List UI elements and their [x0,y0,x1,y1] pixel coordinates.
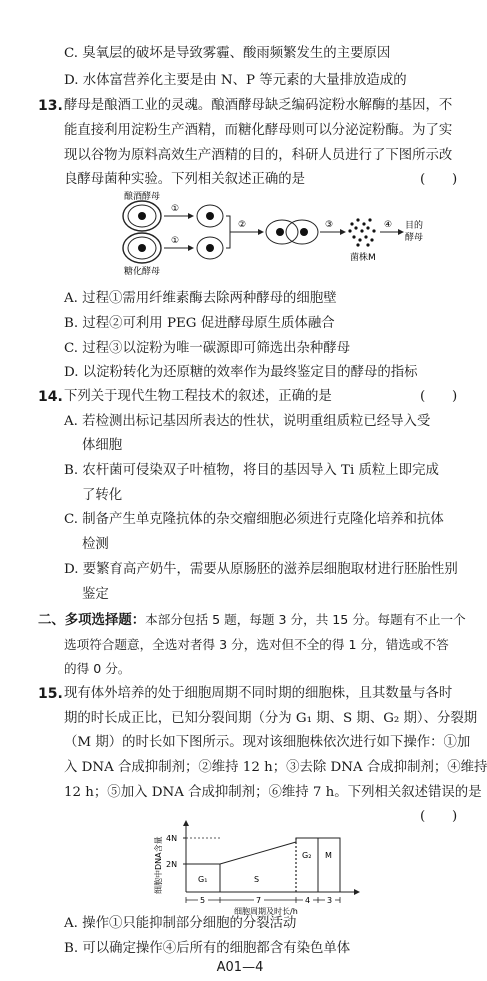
q13-stem-line4: 良酵母菌种实验。下列相关叙述正确的是 [64,172,306,187]
q14-option-b-line1: B. 农杆菌可侵染双子叶植物，将目的基因导入 Ti 质粒上即完成 [64,463,439,478]
q13-stem-line3: 现以谷物为原料高效生产酒精的目的，科研人员进行了下图所示改 [64,148,453,163]
q13-option-b: B. 过程②可利用 PEG 促进酵母原生质体融合 [64,316,335,331]
page-footer: A01—4 [216,960,264,975]
q12-option-c: C. 臭氧层的破坏是导致雾霾、酸雨频繁发生的主要原因 [64,46,391,61]
q15-option-a: A. 操作①只能抑制部分细胞的分裂活动 [64,916,297,931]
q13-number: 13. [38,98,63,114]
y-tick-4n: 4N [166,834,178,843]
q14-option-a-line1: A. 若检测出标记基因所表达的性状，说明重组质粒已经导入受 [64,414,431,429]
duration-m: 3 [327,896,333,905]
cell-cycle-dna-diagram [150,820,360,916]
phase-g2-label: G₂ [302,851,312,860]
q14-option-a-line2: 体细胞 [82,438,123,453]
g1-segment [186,864,220,870]
section2-desc-line1: 本部分包括 5 题，每题 3 分，共 15 分。每题有不止一个 [145,612,466,627]
duration-g1: 5 [200,896,206,905]
section2-desc-line2: 选项符合题意，全选对者得 3 分，选对但不全的得 1 分，错选或不答 [64,637,449,652]
q14-answer-paren: ( ) [420,389,458,404]
colony-m-dots [348,218,375,246]
q13-stem-line1: 酵母是酿酒工业的灵魂。酿酒酵母缺乏编码淀粉水解酶的基因，不 [64,98,453,113]
duration-s: 7 [256,896,262,905]
q14-option-b-line2: 了转化 [82,488,123,503]
q13-option-d: D. 以淀粉转化为还原糖的效率作为最终鉴定目的酵母的指标 [64,365,418,380]
duration-g2: 4 [305,896,311,905]
q14-stem: 下列关于现代生物工程技术的叙述，正确的是 [64,389,332,404]
phase-s-label: S [254,875,260,884]
q15-stem-line5: 12 h；⑤加入 DNA 合成抑制剂；⑥维持 7 h。下列相关叙述错误的是 [64,785,482,800]
section2-desc-line3: 的得 0 分。 [64,661,131,676]
yeast-fusion-diagram [118,190,424,282]
step3-label: ③ [325,220,334,230]
y-tick-2n: 2N [166,860,178,869]
q15-stem-line1: 现有体外培养的处于细胞周期不同时期的细胞株，且其数量与各时 [64,686,453,701]
q14-number: 14. [38,389,63,405]
q13-stem-line2: 能直接利用淀粉生产酒精，而糖化酵母则可以分泌淀粉酶。为了实 [64,123,453,138]
label-target-1: 目的 [405,221,424,231]
label-colony-m: 菌株M [350,253,376,263]
phase-m-label: M [325,851,332,860]
step4-label: ④ [384,220,393,230]
q15-number: 15. [38,686,63,702]
label-brewing-yeast: 酿酒酵母 [124,192,161,202]
label-saccharifying-yeast: 糖化酵母 [124,267,161,277]
brewing-yeast-nucleus [138,212,146,220]
step1-label: ① [171,204,180,214]
q15-stem-line3: （M 期）的时长如下图所示。现对该细胞株依次进行如下操作：①加 [64,735,471,750]
q14-option-c-line1: C. 制备产生单克隆抗体的杂交瘤细胞必须进行克隆化培养和抗体 [64,512,444,527]
q15-answer-paren: ( ) [420,809,458,824]
label-target-2: 酵母 [405,233,424,243]
section2-header [38,611,466,630]
phase-g1-label: G₁ [198,875,208,884]
s-segment [220,842,296,864]
step2-label: ② [238,220,247,230]
section2-title: 二、多项选择题： [38,613,146,628]
q14-option-d-line2: 鉴定 [82,587,109,602]
q13-option-a: A. 过程①需用纤维素酶去除两种酵母的细胞壁 [64,291,337,306]
svg-text:①: ① [171,236,180,246]
q13-answer-paren: ( ) [420,172,458,187]
q15-stem-line4: 入 DNA 合成抑制剂；②维持 12 h；③去除 DNA 合成抑制剂；④维持 [64,760,487,775]
y-axis-label: 细胞中DNA含量 [154,836,163,894]
q14-option-c-line2: 检测 [82,537,109,552]
q15-stem-line2: 期的时长成正比，已知分裂间期（分为 G₁ 期、S 期、G₂ 期）、分裂期 [64,711,478,726]
q13-option-c: C. 过程③以淀粉为唯一碳源即可筛选出杂种酵母 [64,341,351,356]
q14-option-d-line1: D. 要繁育高产奶牛，需要从原肠胚的滋养层细胞取材进行胚胎性别 [64,562,458,577]
q12-option-d: D. 水体富营养化主要是由 N、P 等元素的大量排放造成的 [64,73,407,88]
q15-option-b: B. 可以确定操作④后所有的细胞都含有染色单体 [64,941,351,956]
x-axis-label: 细胞周期及时长/h [234,907,298,916]
